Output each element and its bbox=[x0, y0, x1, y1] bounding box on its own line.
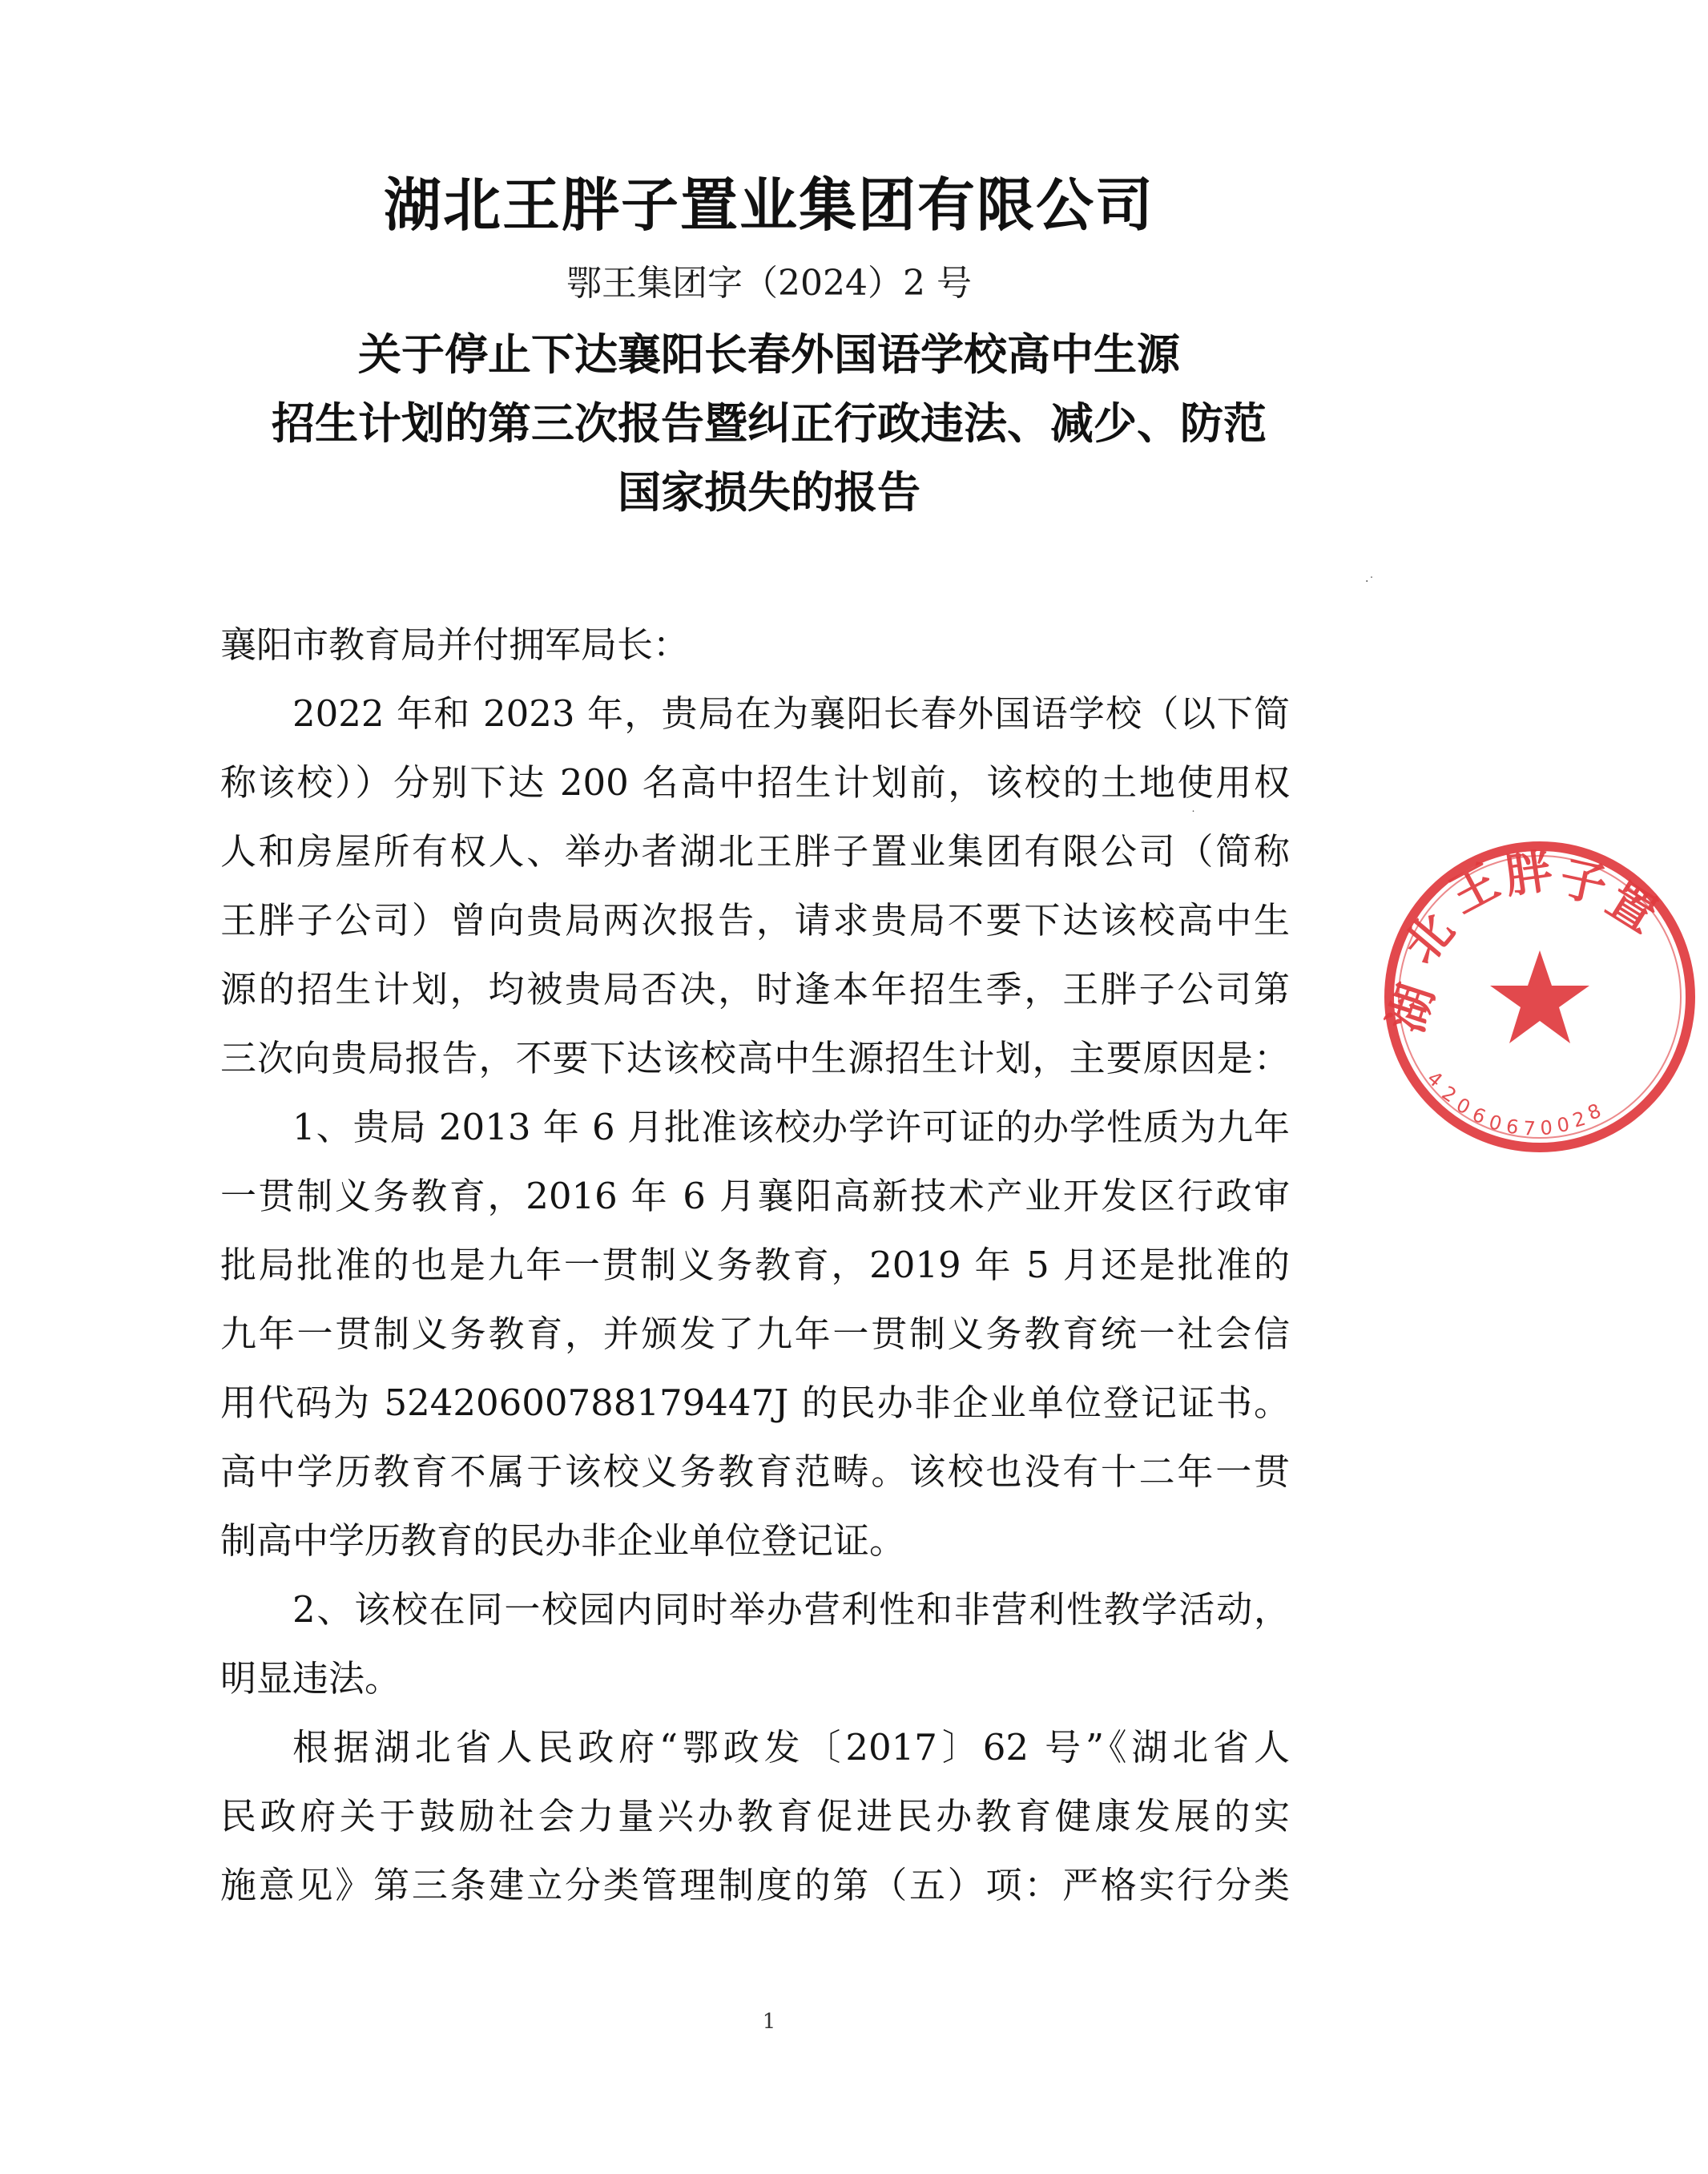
body-line: 2022 年和 2023 年，贵局在为襄阳长春外国语学校（以下简 bbox=[292, 692, 1290, 735]
scan-speck: ˙ bbox=[1190, 809, 1196, 822]
svg-text:7: 7 bbox=[1522, 1117, 1537, 1140]
svg-text:湖: 湖 bbox=[1378, 978, 1445, 1039]
svg-text:王: 王 bbox=[1440, 853, 1508, 924]
svg-text:6: 6 bbox=[1468, 1103, 1489, 1129]
body-line: 明显违法。 bbox=[220, 1657, 401, 1700]
body-line: 九年一贯制义务教育，并颁发了九年一贯制义务教育统一社会信 bbox=[220, 1313, 1290, 1355]
organization-title: 湖北王胖子置业集团有限公司 bbox=[383, 171, 1154, 239]
svg-text:0: 0 bbox=[1452, 1093, 1474, 1119]
salutation: 襄阳市教育局并付拥军局长： bbox=[220, 623, 690, 666]
body-line: 民政府关于鼓励社会力量兴办教育促进民办教育健康发展的实 bbox=[220, 1795, 1290, 1837]
svg-text:胖: 胖 bbox=[1501, 843, 1556, 904]
body-line: 源的招生计划，均被贵局否决，时逢本年招生季，王胖子公司第 bbox=[220, 968, 1290, 1010]
body-line: 人和房屋所有权人、举办者湖北王胖子置业集团有限公司（简称 bbox=[220, 830, 1290, 873]
body-line: 三次向贵局报告，不要下达该校高中生源招生计划，主要原因是： bbox=[220, 1037, 1290, 1079]
svg-text:2: 2 bbox=[1569, 1107, 1589, 1132]
svg-text:0: 0 bbox=[1486, 1110, 1505, 1135]
body-line: 制高中学历教育的民办非企业单位登记证。 bbox=[220, 1519, 906, 1562]
svg-text:北: 北 bbox=[1392, 902, 1465, 974]
body-line: 1、贵局 2013 年 6 月批准该校办学许可证的办学性质为九年 bbox=[292, 1106, 1290, 1148]
report-title-line: 关于停止下达襄阳长春外国语学校高中生源 bbox=[358, 329, 1180, 380]
seal-stamp-icon bbox=[1372, 840, 1708, 1160]
svg-text:4: 4 bbox=[1423, 1067, 1447, 1092]
svg-text:置: 置 bbox=[1597, 872, 1666, 943]
body-line: 高中学历教育不属于该校义务教育范畴。该校也没有十二年一贯 bbox=[220, 1450, 1290, 1493]
body-line: 2、该校在同一校园内同时举办营利性和非营利性教学活动， bbox=[292, 1588, 1290, 1631]
company-seal bbox=[1372, 840, 1666, 1160]
body-line: 王胖子公司）曾向贵局两次报告，请求贵局不要下达该校高中生 bbox=[220, 899, 1290, 942]
report-title-line: 招生计划的第三次报告暨纠正行政违法、减少、防范 bbox=[272, 398, 1267, 449]
svg-text:2: 2 bbox=[1437, 1081, 1460, 1107]
scan-speck: ·˙ bbox=[1365, 575, 1375, 588]
body-line: 根据湖北省人民政府“鄂政发〔2017〕62 号”《湖北省人 bbox=[292, 1726, 1290, 1769]
document-number: 鄂王集团字（2024）2 号 bbox=[566, 263, 972, 304]
svg-text:0: 0 bbox=[1555, 1112, 1572, 1137]
body-line: 施意见》第三条建立分类管理制度的第（五）项：严格实行分类 bbox=[220, 1864, 1290, 1906]
svg-text:6: 6 bbox=[1505, 1115, 1521, 1139]
body-line: 一贯制义务教育，2016 年 6 月襄阳高新技术产业开发区行政审 bbox=[220, 1175, 1290, 1217]
body-line: 批局批准的也是九年一贯制义务教育，2019 年 5 月还是批准的 bbox=[220, 1244, 1290, 1286]
body-line: 用代码为 52420600788179447J 的民办非企业单位登记证书。 bbox=[220, 1381, 1290, 1424]
svg-text:0: 0 bbox=[1539, 1116, 1553, 1139]
body-line: 称该校））分别下达 200 名高中招生计划前，该校的土地使用权 bbox=[220, 761, 1290, 804]
page-number: 1 bbox=[762, 2010, 776, 2034]
svg-text:8: 8 bbox=[1584, 1099, 1605, 1125]
report-title-line: 国家损失的报告 bbox=[618, 467, 920, 518]
report-title bbox=[160, 321, 1378, 527]
svg-text:子: 子 bbox=[1555, 850, 1612, 914]
